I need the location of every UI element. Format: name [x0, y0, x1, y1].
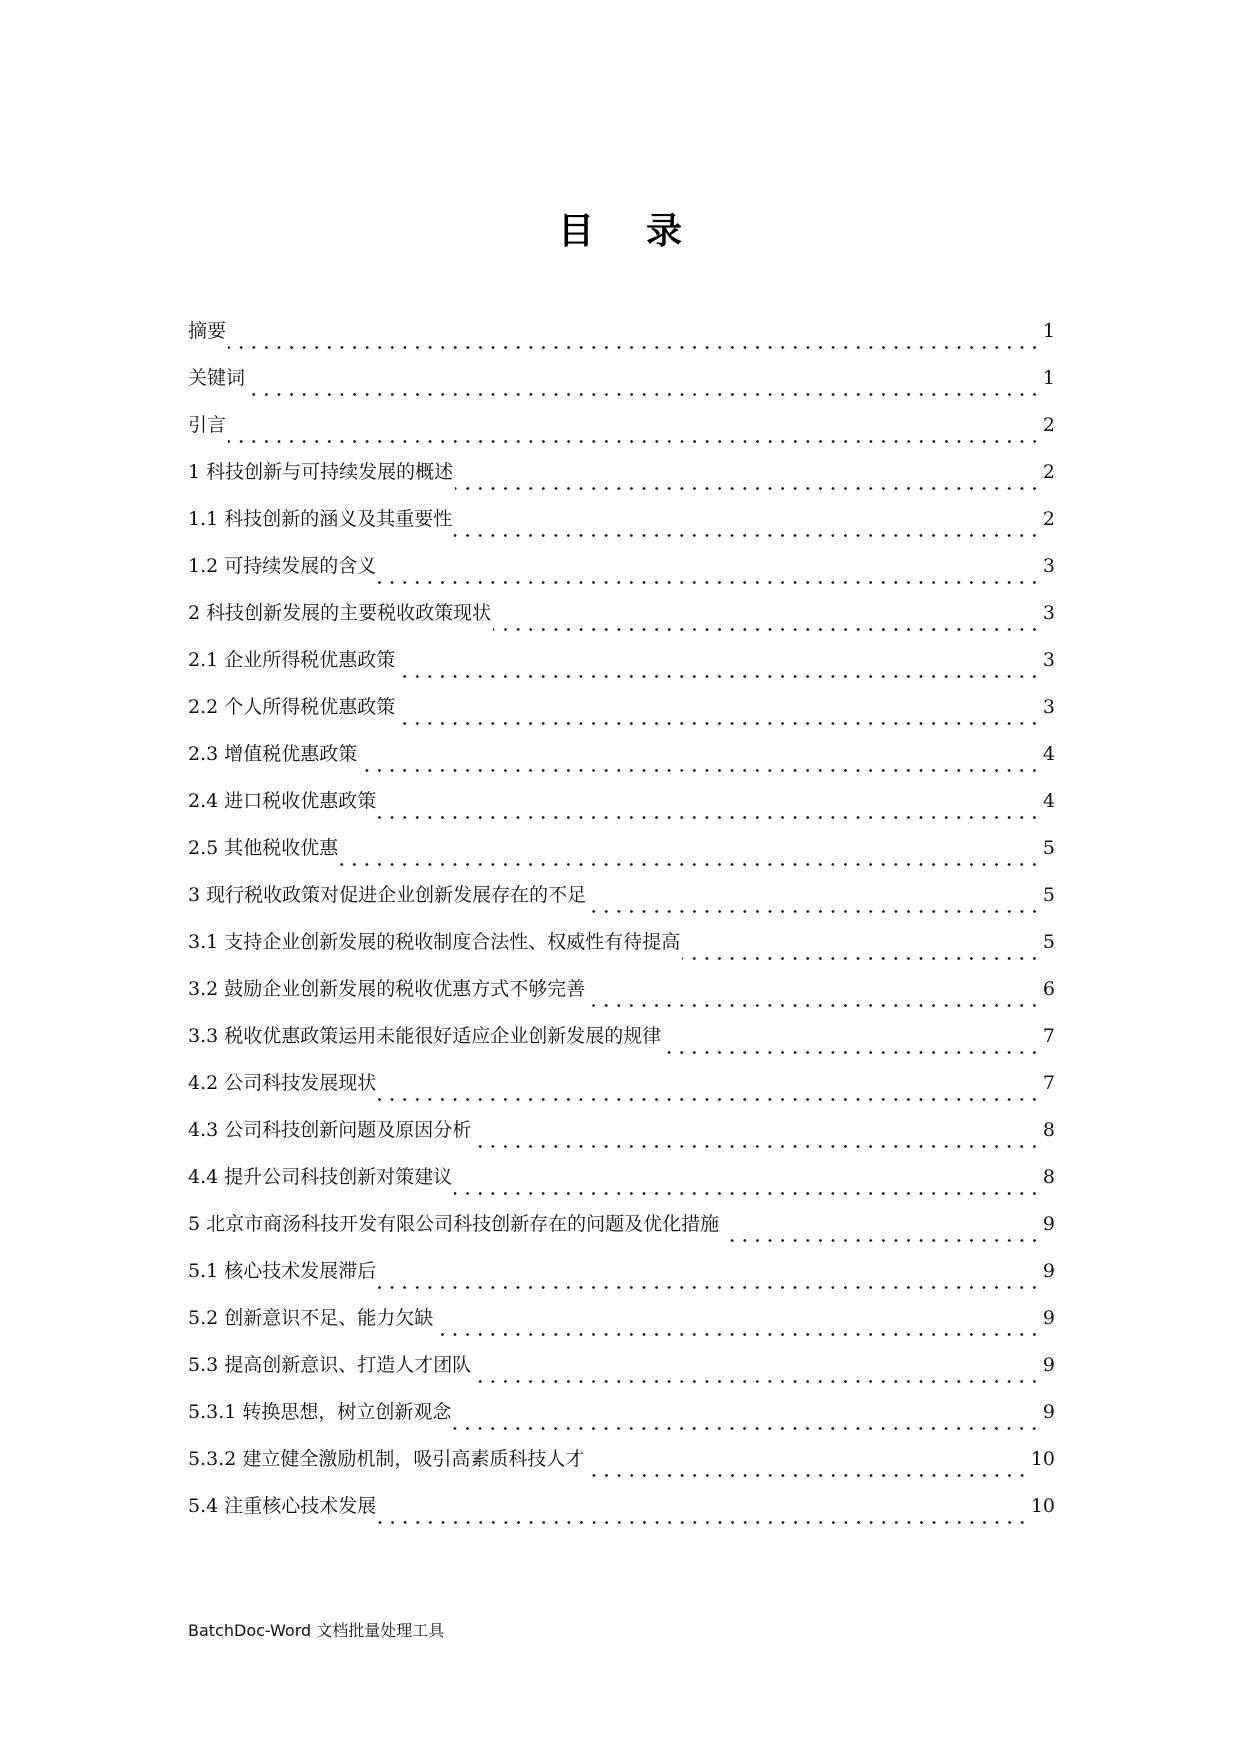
toc-entry-label: 5.1 核心技术发展滞后	[188, 1260, 377, 1282]
toc-entry-page: 9	[1042, 1260, 1055, 1282]
toc-entry-label: 5.3 提高创新意识、打造人才团队	[188, 1354, 472, 1376]
dot-leader	[378, 1084, 1041, 1106]
toc-entry-3-2[interactable]	[188, 974, 1055, 1021]
toc-entry-4-3[interactable]	[188, 1115, 1055, 1162]
toc-entry-label: 4.3 公司科技创新问题及原因分析	[188, 1119, 472, 1141]
toc-entry-label: 1.2 可持续发展的含义	[188, 555, 377, 577]
toc-entry-page: 7	[1042, 1025, 1055, 1047]
toc-entry-1-1[interactable]	[188, 504, 1055, 551]
toc-entry-page: 2	[1042, 414, 1055, 436]
toc-entry-label: 4.2 公司科技发展现状	[188, 1072, 377, 1094]
toc-entry-page: 6	[1042, 978, 1055, 1000]
toc-entry-page: 5	[1042, 884, 1055, 906]
toc-entry-page: 10	[1030, 1448, 1055, 1470]
toc-entry-page: 5	[1042, 931, 1055, 953]
toc-entry-2-2[interactable]	[188, 692, 1055, 739]
toc-entry-label: 5.4 注重核心技术发展	[188, 1495, 377, 1517]
toc-entry-3-1[interactable]	[188, 927, 1055, 974]
toc-entry-label: 4.4 提升公司科技创新对策建议	[188, 1166, 453, 1188]
toc-entry-5-3-1[interactable]	[188, 1397, 1055, 1444]
toc-entry-1[interactable]	[188, 457, 1055, 504]
toc-entry-label: 2.5 其他税收优惠	[188, 837, 339, 859]
toc-entry-label: 1.1 科技创新的涵义及其重要性	[188, 508, 453, 530]
toc-entry-5-3-2[interactable]	[188, 1444, 1055, 1491]
table-of-contents	[188, 316, 1055, 1538]
page-title: 目录	[557, 210, 734, 252]
toc-entry-label: 5.2 创新意识不足、能力欠缺	[188, 1307, 434, 1329]
dot-leader	[397, 661, 1041, 683]
dot-leader	[378, 567, 1041, 589]
toc-entry-2-1[interactable]	[188, 645, 1055, 692]
toc-entry-abstract[interactable]	[188, 316, 1055, 363]
dot-leader	[663, 1037, 1041, 1059]
dot-leader	[378, 1272, 1041, 1294]
toc-entry-3[interactable]	[188, 880, 1055, 927]
dot-leader	[473, 1366, 1041, 1388]
toc-entry-5-2[interactable]	[188, 1303, 1055, 1350]
toc-entry-page: 4	[1042, 790, 1055, 812]
toc-entry-label: 2.4 进口税收优惠政策	[188, 790, 377, 812]
toc-entry-page: 7	[1042, 1072, 1055, 1094]
toc-entry-page: 9	[1042, 1307, 1055, 1329]
toc-entry-page: 5	[1042, 837, 1055, 859]
toc-entry-2-3[interactable]	[188, 739, 1055, 786]
toc-entry-2-5[interactable]	[188, 833, 1055, 880]
toc-entry-label: 1 科技创新与可持续发展的概述	[188, 461, 454, 483]
toc-entry-label: 3.1 支持企业创新发展的税收制度合法性、权威性有待提高	[188, 931, 681, 953]
toc-entry-page: 3	[1042, 649, 1055, 671]
toc-entry-4-4[interactable]	[188, 1162, 1055, 1209]
toc-entry-page: 9	[1042, 1401, 1055, 1423]
toc-entry-4-2[interactable]	[188, 1068, 1055, 1115]
toc-entry-introduction[interactable]	[188, 410, 1055, 457]
dot-leader	[378, 1507, 1029, 1529]
dot-leader	[682, 943, 1041, 965]
toc-entry-page: 8	[1042, 1166, 1055, 1188]
toc-entry-2[interactable]	[188, 598, 1055, 645]
dot-leader	[588, 896, 1041, 918]
dot-leader	[247, 379, 1041, 401]
dot-leader	[473, 1131, 1041, 1153]
toc-entry-1-2[interactable]	[188, 551, 1055, 598]
dot-leader	[586, 1460, 1028, 1482]
dot-leader	[359, 755, 1041, 777]
dot-leader	[454, 1178, 1041, 1200]
toc-entry-3-3[interactable]	[188, 1021, 1055, 1068]
toc-entry-label: 3.2 鼓励企业创新发展的税收优惠方式不够完善	[188, 978, 586, 1000]
toc-entry-page: 3	[1042, 696, 1055, 718]
dot-leader	[228, 426, 1041, 448]
toc-entry-keywords[interactable]	[188, 363, 1055, 410]
toc-entry-page: 4	[1042, 743, 1055, 765]
toc-entry-label: 引言	[188, 414, 227, 436]
toc-entry-page: 1	[1042, 367, 1055, 389]
toc-entry-label: 5.3.2 建立健全激励机制，吸引高素质科技人才	[188, 1448, 585, 1470]
toc-entry-page: 2	[1042, 508, 1055, 530]
toc-entry-page: 8	[1042, 1119, 1055, 1141]
toc-entry-page: 10	[1030, 1495, 1055, 1517]
toc-entry-label: 2.3 增值税优惠政策	[188, 743, 358, 765]
toc-entry-label: 关键词	[188, 367, 246, 389]
toc-entry-page: 9	[1042, 1213, 1055, 1235]
dot-leader	[378, 802, 1041, 824]
dot-leader	[455, 473, 1041, 495]
toc-entry-label: 3 现行税收政策对促进企业创新发展存在的不足	[188, 884, 587, 906]
toc-entry-label: 2.2 个人所得税优惠政策	[188, 696, 396, 718]
toc-entry-page: 3	[1042, 602, 1055, 624]
toc-entry-page: 1	[1042, 320, 1055, 342]
dot-leader	[435, 1319, 1041, 1341]
toc-entry-label: 3.3 税收优惠政策运用未能很好适应企业创新发展的规律	[188, 1025, 662, 1047]
toc-entry-page: 2	[1042, 461, 1055, 483]
dot-leader	[493, 614, 1041, 636]
footer-watermark: BatchDoc-Word 文档批量处理工具	[188, 1621, 445, 1640]
toc-entry-2-4[interactable]	[188, 786, 1055, 833]
dot-leader	[228, 332, 1041, 354]
dot-leader	[453, 1413, 1041, 1435]
toc-entry-label: 摘要	[188, 320, 227, 342]
toc-entry-label: 5.3.1 转换思想，树立创新观念	[188, 1401, 452, 1423]
dot-leader	[587, 990, 1041, 1012]
dot-leader	[340, 849, 1041, 871]
dot-leader	[721, 1225, 1041, 1247]
toc-entry-5[interactable]	[188, 1209, 1055, 1256]
toc-entry-page: 9	[1042, 1354, 1055, 1376]
dot-leader	[454, 520, 1041, 542]
toc-entry-label: 2.1 企业所得税优惠政策	[188, 649, 396, 671]
toc-entry-5-3[interactable]	[188, 1350, 1055, 1397]
toc-entry-page: 3	[1042, 555, 1055, 577]
toc-entry-label: 2 科技创新发展的主要税收政策现状	[188, 602, 492, 624]
dot-leader	[397, 708, 1041, 730]
toc-entry-label: 5 北京市商汤科技开发有限公司科技创新存在的问题及优化措施	[188, 1213, 720, 1235]
toc-entry-5-4[interactable]	[188, 1491, 1055, 1538]
toc-entry-5-1[interactable]	[188, 1256, 1055, 1303]
